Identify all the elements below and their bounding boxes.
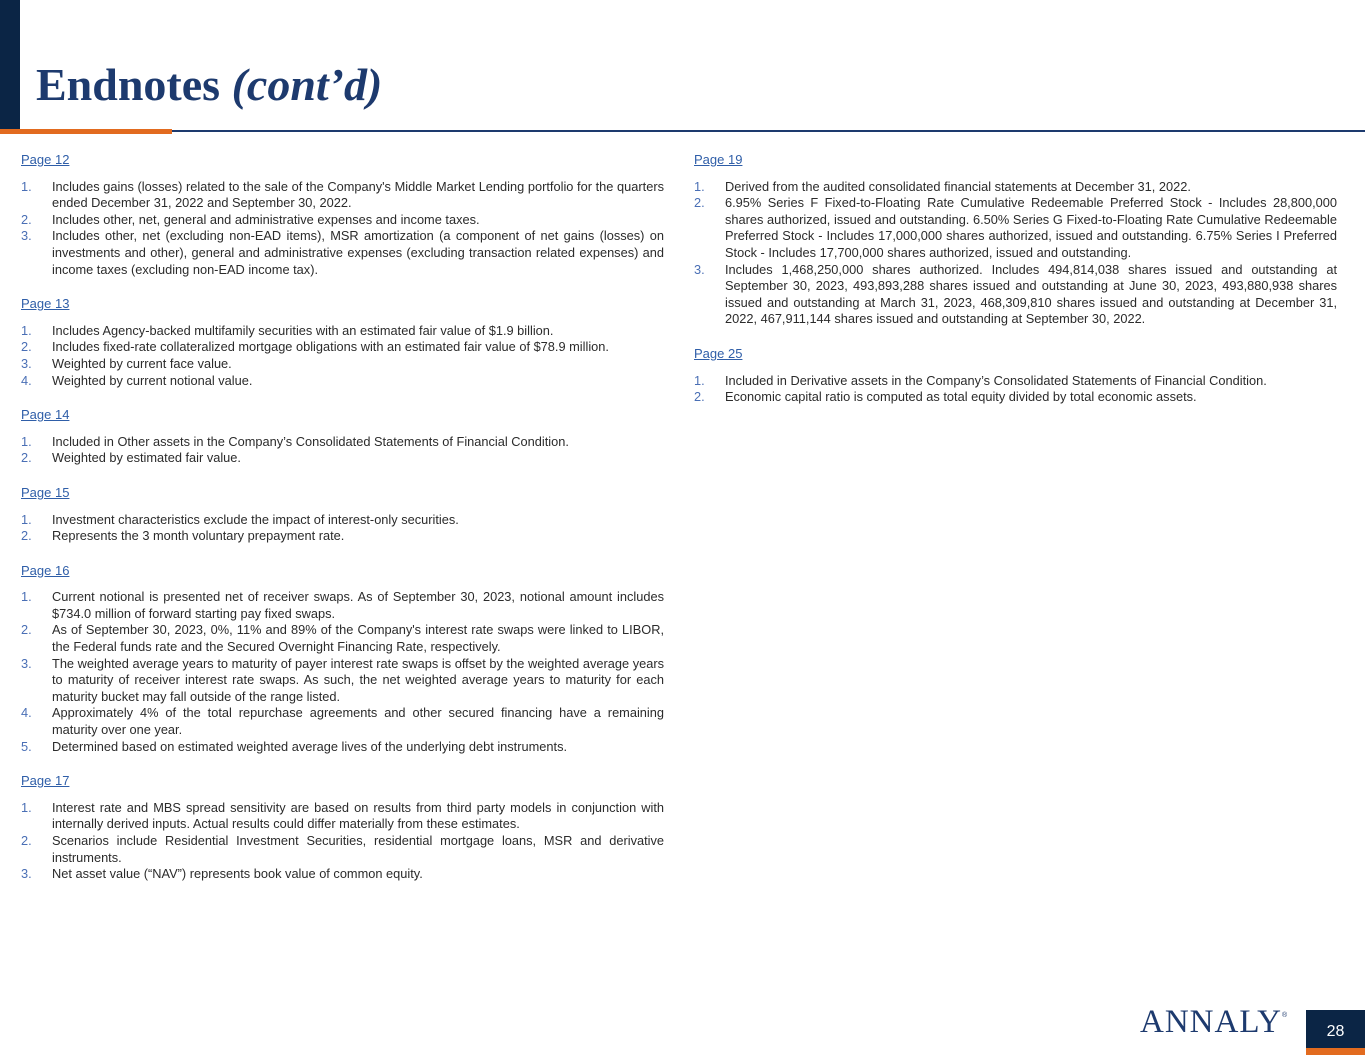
endnote-number: 5. [21, 738, 32, 754]
endnote-number: 2. [694, 195, 705, 211]
endnote-text: Includes gains (losses) related to the sale of the Company's Middle Market Lending portfolio for the quarters ended December 31, 2022 and September 30, 2022. [52, 178, 664, 211]
endnote-text: Economic capital ratio is computed as total equity divided by total economic assets. [725, 389, 1197, 405]
endnote-text: Approximately 4% of the total repurchase agreements and other secured financing have a remaining maturity over one year. [52, 705, 664, 738]
endnote-text: Weighted by current face value. [52, 355, 232, 371]
endnote-number: 2. [21, 211, 32, 227]
endnote-item [21, 339, 664, 356]
endnote-text: Scenarios include Residential Investment Securities, residential mortgage loans, MSR and derivative instruments. [52, 833, 664, 865]
endnote-item [21, 356, 664, 373]
endnote-item [694, 195, 1337, 261]
endnote-item [21, 622, 664, 655]
endnote-list [694, 373, 1337, 406]
page-reference-link[interactable]: Page 15 [21, 484, 70, 500]
endnote-item [21, 228, 664, 278]
page-reference-link[interactable]: Page 16 [21, 562, 70, 578]
header-rule [170, 130, 1365, 132]
endnote-item [21, 705, 664, 738]
annaly-logo: ANNALY [1140, 1004, 1283, 1040]
endnote-item [694, 262, 1337, 328]
endnote-text: Includes other, net, general and administrative expenses and income taxes. [52, 211, 480, 227]
endnotes-right-column [694, 152, 1337, 424]
endnote-text: Determined based on estimated weighted average lives of the underlying debt instruments. [52, 738, 568, 754]
endnote-section [21, 407, 664, 467]
endnote-number: 2. [694, 389, 705, 405]
header-rule-accent [0, 129, 172, 134]
endnote-number: 3. [694, 261, 705, 277]
endnote-text: Included in Other assets in the Company’s Consolidated Statements of Financial Condition. [52, 433, 569, 449]
endnote-number: 2. [21, 622, 32, 638]
endnote-item [21, 656, 664, 706]
endnote-item [21, 589, 664, 622]
endnote-number: 1. [694, 372, 705, 388]
endnote-item [21, 373, 664, 390]
endnote-item [694, 179, 1337, 196]
endnote-number: 1. [21, 322, 32, 338]
page-number: 28 [1306, 1010, 1365, 1050]
endnote-item [694, 389, 1337, 406]
endnote-item [21, 179, 664, 212]
endnote-section [21, 152, 664, 278]
endnote-item [21, 512, 664, 529]
endnote-number: 1. [21, 433, 32, 449]
endnote-list [694, 179, 1337, 328]
page-title [36, 60, 382, 111]
endnote-item [21, 833, 664, 866]
page-title-main: Endnotes [36, 59, 221, 110]
endnote-text: Weighted by estimated fair value. [52, 450, 241, 466]
endnote-section [694, 346, 1337, 406]
endnote-number: 2. [21, 528, 32, 544]
endnote-text: Includes 1,468,250,000 shares authorized. Includes 494,814,038 shares issued and outstanding at September 30, 2023, 493,893,288 shares issued and outstanding at June 30, 2023, 493,880,938 shares issued and outstanding at March 31, 2023, 468,309,810 shares issued and outstanding at December 31, 2022, 467,911,144 shares issued and outstanding at September 30, 2022. [725, 261, 1337, 327]
endnote-number: 1. [694, 178, 705, 194]
endnote-item [21, 866, 664, 883]
endnote-text: Included in Derivative assets in the Company’s Consolidated Statements of Financial Condition. [725, 372, 1267, 388]
page-number-accent [1306, 1048, 1365, 1055]
endnote-item [21, 739, 664, 756]
endnote-section [21, 773, 664, 883]
endnote-text: Interest rate and MBS spread sensitivity are based on results from third party models in conjunction with internally derived inputs. Actual results could differ materially from these estimates. [52, 799, 664, 832]
endnote-list [21, 179, 664, 279]
registered-mark: ® [1282, 1012, 1288, 1019]
endnote-number: 1. [21, 178, 32, 194]
endnote-text: Investment characteristics exclude the impact of interest-only securities. [52, 511, 459, 527]
endnote-item [694, 373, 1337, 390]
endnote-number: 3. [21, 866, 32, 882]
endnote-item [21, 528, 664, 545]
endnote-item [21, 212, 664, 229]
endnote-text: Includes fixed-rate collateralized mortgage obligations with an estimated fair value of $78.9 million. [52, 339, 609, 355]
left-accent-bar [0, 0, 20, 130]
endnote-text: Includes other, net (excluding non-EAD items), MSR amortization (a component of net gains (losses) on investments and other), general and administrative expenses (excluding transaction related expenses) and income taxes (excluding non-EAD income tax). [52, 228, 664, 277]
endnote-number: 1. [21, 511, 32, 527]
endnote-section [694, 152, 1337, 328]
endnote-number: 1. [21, 589, 32, 605]
endnotes-left-column [21, 152, 664, 901]
endnote-text: 6.95% Series F Fixed-to-Floating Rate Cumulative Redeemable Preferred Stock - Includes 28,800,000 shares authorized, issued and outstanding. 6.50% Series G Fixed-to-Floating Rate Cumulative Redeemable Preferred Stock - Includes 17,000,000 shares authorized, issued and outstanding. 6.75% Series I Preferred Stock - Includes 17,700,000 shares authorized, issued and outstanding. [725, 195, 1337, 260]
endnote-section [21, 296, 664, 389]
endnote-list [21, 512, 664, 545]
endnote-item [21, 800, 664, 833]
endnote-number: 3. [21, 228, 32, 244]
endnote-text: Net asset value (“NAV”) represents book value of common equity. [52, 866, 423, 882]
endnote-text: Current notional is presented net of receiver swaps. As of September 30, 2023, notional amount includes $734.0 million of forward starting pay fixed swaps. [52, 589, 664, 621]
page-reference-link[interactable]: Page 17 [21, 773, 70, 789]
page-title-suffix: (cont’d) [231, 59, 383, 110]
endnote-section [21, 485, 664, 545]
page-reference-link[interactable]: Page 12 [21, 152, 70, 167]
endnote-text: Weighted by current notional value. [52, 372, 253, 388]
endnote-text: Represents the 3 month voluntary prepayment rate. [52, 528, 345, 544]
endnote-text: As of September 30, 2023, 0%, 11% and 89% of the Company's interest rate swaps were linked to LIBOR, the Federal funds rate and the Secured Overnight Financing Rate, respectively. [52, 622, 664, 655]
endnote-number: 1. [21, 799, 32, 815]
endnote-text: Includes Agency-backed multifamily securities with an estimated fair value of $1.9 billion. [52, 322, 554, 338]
endnote-number: 2. [21, 833, 32, 848]
endnote-item [21, 450, 664, 467]
endnote-number: 4. [21, 705, 32, 721]
endnote-text: The weighted average years to maturity of payer interest rate swaps is offset by the weighted average years to maturity of receiver interest rate swaps. As such, the net weighted average years to maturity for each maturity bucket may fall outside of the range listed. [52, 655, 664, 704]
page-reference-link[interactable]: Page 14 [21, 407, 70, 423]
page-reference-link[interactable]: Page 25 [694, 345, 743, 361]
endnote-list [21, 323, 664, 389]
endnote-list [21, 434, 664, 467]
endnote-list [21, 800, 664, 883]
endnote-number: 2. [21, 339, 32, 355]
endnote-number: 3. [21, 655, 32, 671]
endnote-item [21, 323, 664, 340]
page-reference-link[interactable]: Page 13 [21, 296, 70, 312]
endnote-number: 3. [21, 355, 32, 371]
page-reference-link[interactable]: Page 19 [694, 152, 743, 167]
endnote-text: Derived from the audited consolidated financial statements at December 31, 2022. [725, 178, 1191, 194]
endnote-item [21, 434, 664, 451]
endnote-number: 4. [21, 372, 32, 388]
endnote-list [21, 589, 664, 755]
endnote-number: 2. [21, 450, 32, 466]
endnote-section [21, 563, 664, 756]
